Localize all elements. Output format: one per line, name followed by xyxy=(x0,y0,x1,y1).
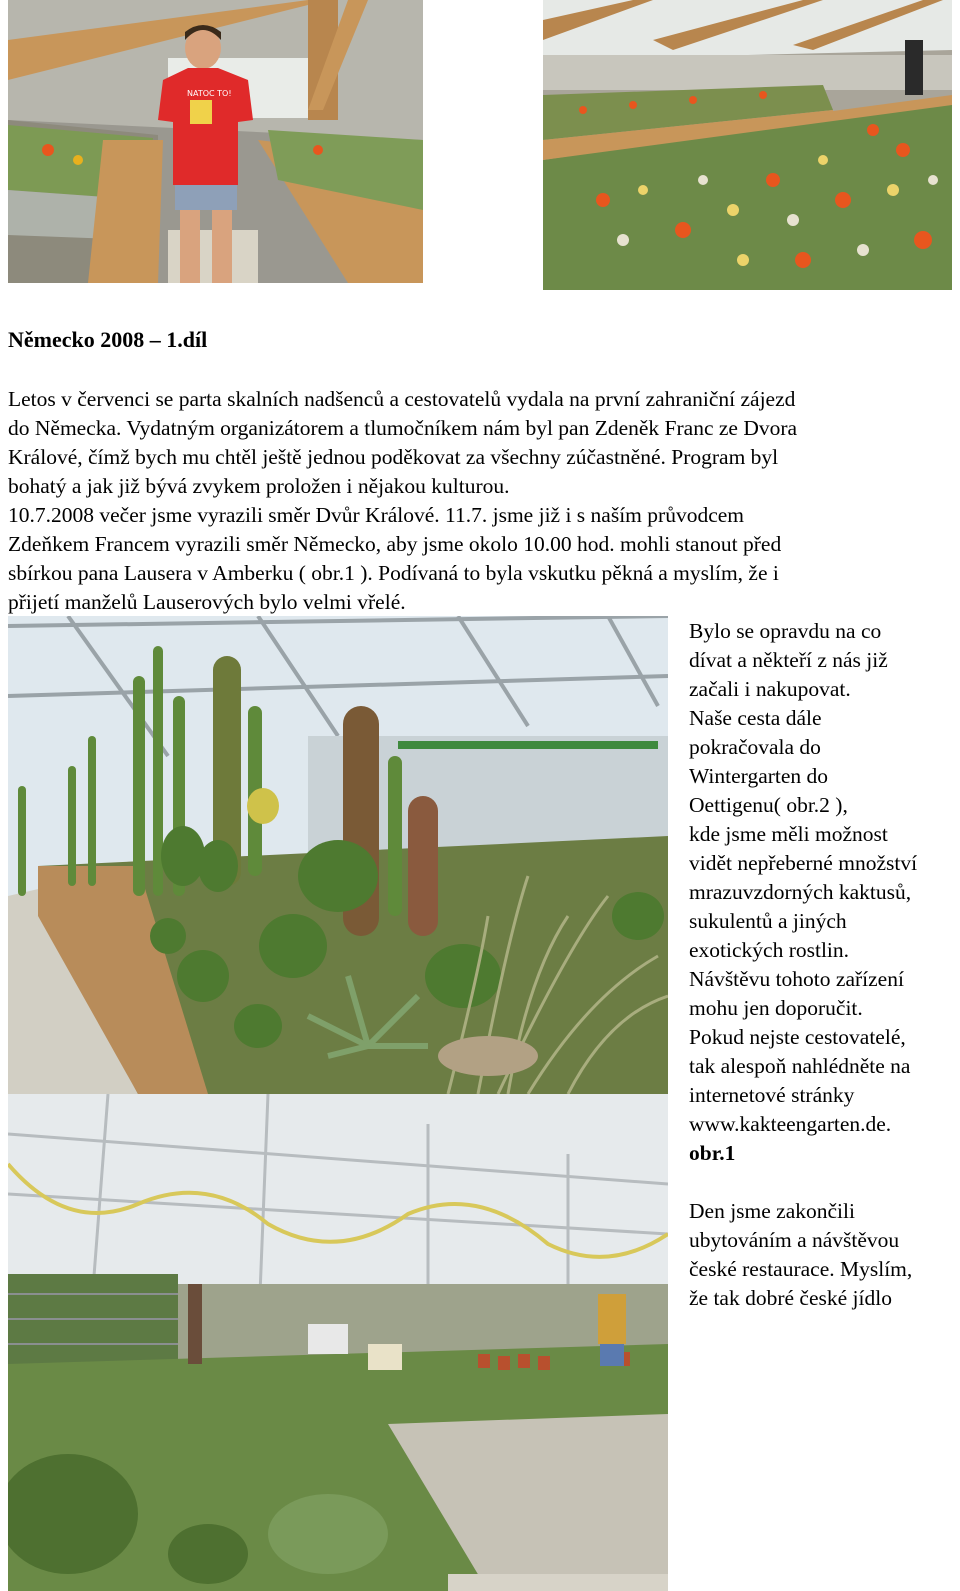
side-line: že tak dobré české jídlo xyxy=(689,1286,892,1310)
intro-line: bohatý a jak již bývá zvykem proložen i nějakou kulturou. xyxy=(8,474,510,498)
side-line: české restaurace. Myslím, xyxy=(689,1257,913,1281)
intro-line: Králové, čímž bych mu chtěl ještě jednou poděkovat za všechny zúčastněné. Program byl xyxy=(8,445,779,469)
photo-cactus-collection xyxy=(8,616,668,1094)
side-line: začali i nakupovat. xyxy=(689,677,851,701)
side-line: sukulentů a jiných xyxy=(689,909,847,933)
side-line: exotických rostlin. xyxy=(689,938,850,962)
photo-flowering-benches xyxy=(543,0,952,290)
side-line: Bylo se opravdu na co xyxy=(689,619,882,643)
intro-paragraph xyxy=(8,385,948,617)
figure-caption: obr.1 xyxy=(689,1141,736,1165)
intro-line: Letos v červenci se parta skalních nadšenců a cestovatelů vydala na první zahraniční zájezd xyxy=(8,387,796,411)
side-line: Oettigenu( obr.2 ), xyxy=(689,793,848,817)
article-heading: Německo 2008 – 1.díl xyxy=(8,327,208,352)
side-line: tak alespoň nahlédněte na xyxy=(689,1054,911,1078)
side-line: ubytováním a návštěvou xyxy=(689,1228,900,1252)
side-line: Wintergarten do xyxy=(689,764,829,788)
side-line: Naše cesta dále xyxy=(689,706,822,730)
intro-line: přijetí manželů Lauserových bylo velmi vřelé. xyxy=(8,590,406,614)
side-line: dívat a někteří z nás již xyxy=(689,648,888,672)
intro-line: sbírkou pana Lausera v Amberku ( obr.1 ). Podívaná to byla vskutku pěkná a myslím, že i xyxy=(8,561,779,585)
side-column xyxy=(689,617,959,1313)
side-line: kde jsme měli možnost xyxy=(689,822,888,846)
side-line: Návštěvu tohoto zařízení xyxy=(689,967,904,991)
intro-line: Zdeňkem Francem vyrazili směr Německo, aby jsme okolo 10.00 hod. mohli stanout před xyxy=(8,532,782,556)
side-line: pokračovala do xyxy=(689,735,821,759)
photo-man-in-greenhouse xyxy=(8,0,423,283)
side-line: Pokud nejste cestovatelé, xyxy=(689,1025,906,1049)
side-line: Den jsme zakončili xyxy=(689,1199,855,1223)
photo-nursery-greenhouse xyxy=(8,1094,668,1591)
side-line: www.kakteengarten.de. xyxy=(689,1112,892,1136)
intro-line: 10.7.2008 večer jsme vyrazili směr Dvůr Králové. 11.7. jsme již i s naším průvodcem xyxy=(8,503,744,527)
paragraph-gap xyxy=(689,1168,959,1197)
side-line: internetové stránky xyxy=(689,1083,855,1107)
side-line: mrazuvzdorných kaktusů, xyxy=(689,880,912,904)
side-line: vidět nepřeberné množství xyxy=(689,851,918,875)
intro-line: do Německa. Vydatným organizátorem a tlumočníkem nám byl pan Zdeněk Franc ze Dvora xyxy=(8,416,798,440)
shirt-text: NATOC TO! xyxy=(187,89,232,98)
side-line: mohu jen doporučit. xyxy=(689,996,863,1020)
